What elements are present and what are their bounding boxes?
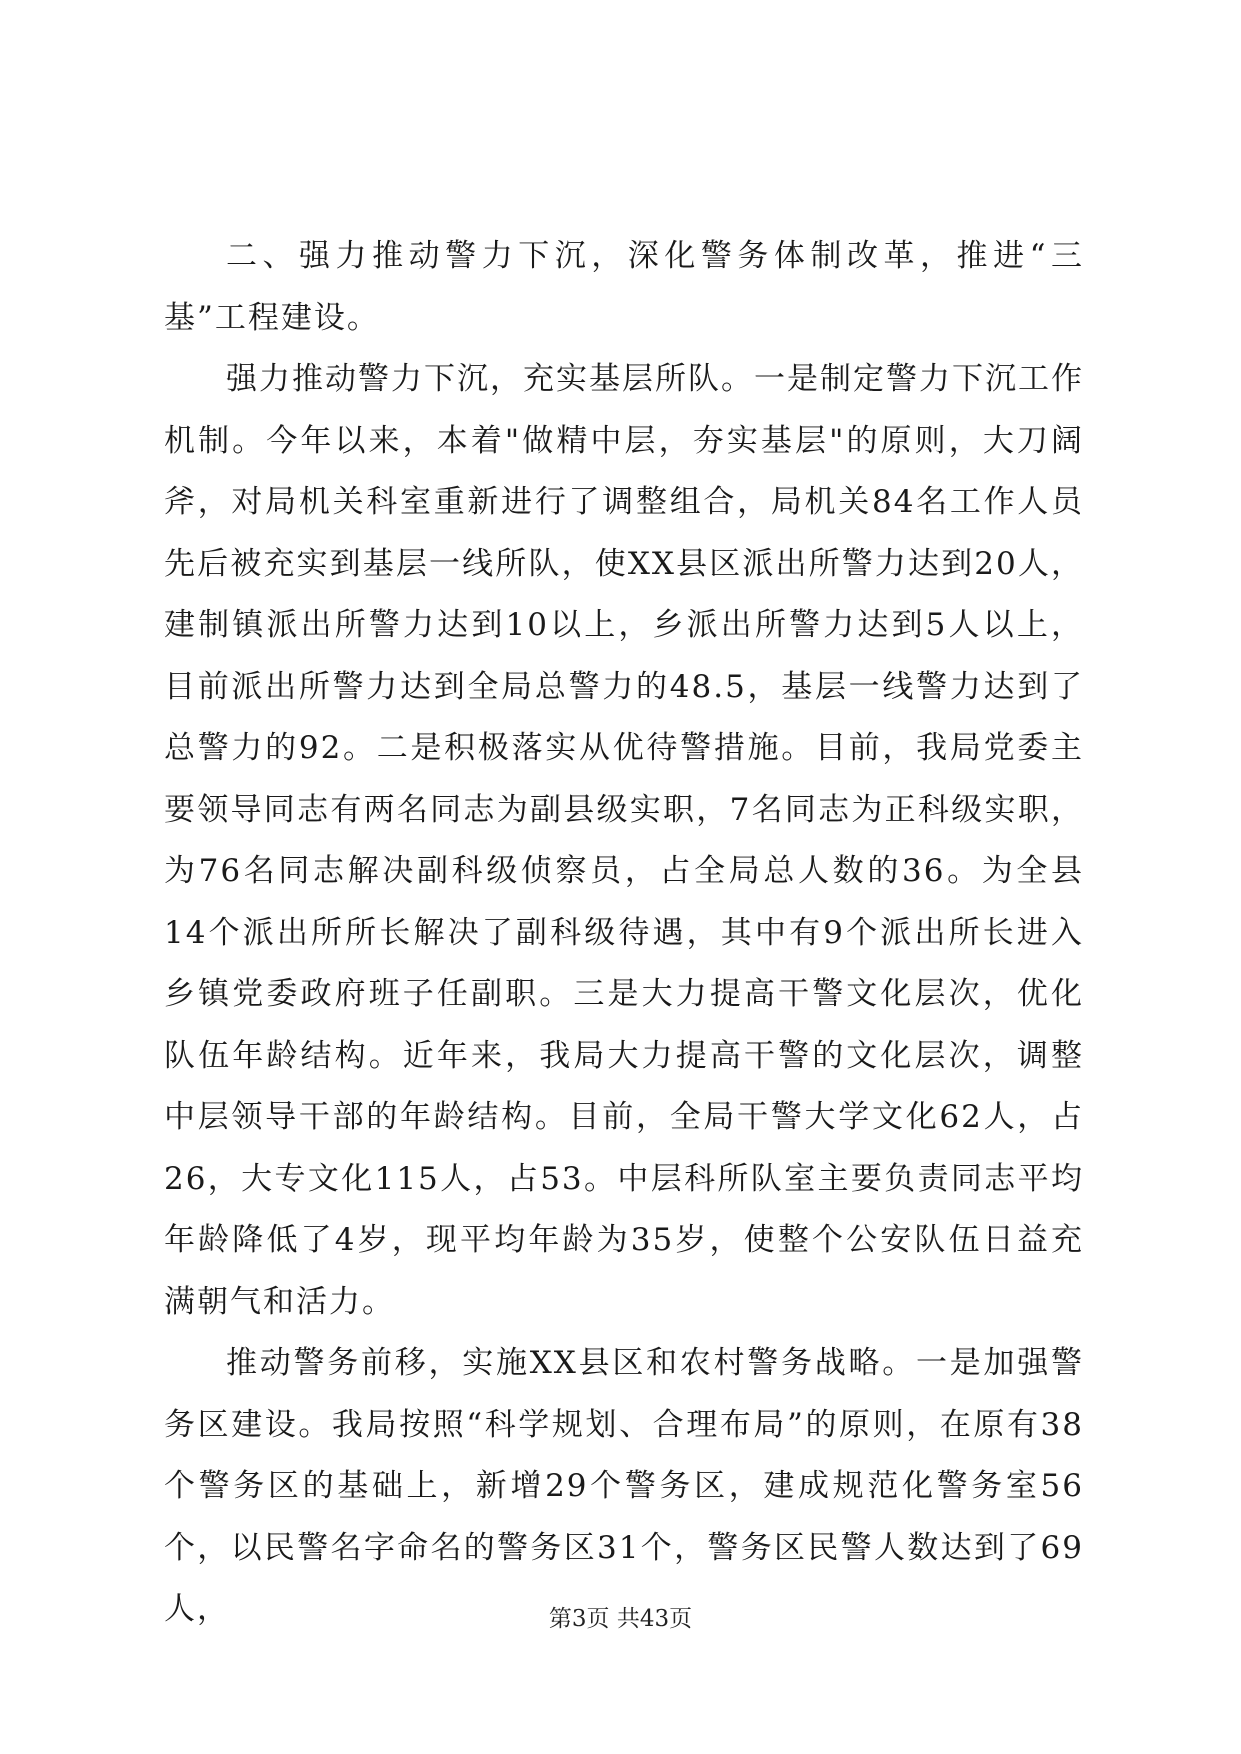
section-heading-paragraph: 二、强力推动警力下沉，深化警务体制改革，推进“三基”工程建设。	[164, 238, 1084, 336]
document-body	[164, 226, 1084, 1641]
body-paragraph: 强力推动警力下沉，充实基层所队。一是制定警力下沉工作机制。今年以来，本着"做精中层，夯实基层"的原则，大刀阔斧，对局机关科室重新进行了调整组合，局机关84名工作人员先后被充实到基层一线所队，使XX县区派出所警力达到20人，建制镇派出所警力达到10以上，乡派出所警力达到5人以上，目前派出所警力达到全局总警力的48.5，基层一线警力达到了总警力的92。二是积极落实从优待警措施。目前，我局党委主要领导同志有两名同志为副县级实职，7名同志为正科级实职，为76名同志解决副科级侦察员，占全局总人数的36。为全县14个派出所所长解决了副科级待遇，其中有9个派出所长进入乡镇党委政府班子任副职。三是大力提高干警文化层次，优化队伍年龄结构。近年来，我局大力提高干警的文化层次，调整中层领导干部的年龄结构。目前，全局干警大学文化62人，占26，大专文化115人，占53。中层科所队室主要负责同志平均年龄降低了4岁，现平均年龄为35岁，使整个公安队伍日益充满朝气和活力。	[164, 361, 1084, 1320]
body-paragraph: 推动警务前移，实施XX县区和农村警务战略。一是加强警务区建设。我局按照“科学规划、合理布局”的原则，在原有38个警务区的基础上，新增29个警务区，建成规范化警务室56个，以民警名字命名的警务区31个，警务区民警人数达到了69人，	[164, 1345, 1084, 1627]
page-number-footer: 第3页 共43页	[548, 1606, 693, 1632]
